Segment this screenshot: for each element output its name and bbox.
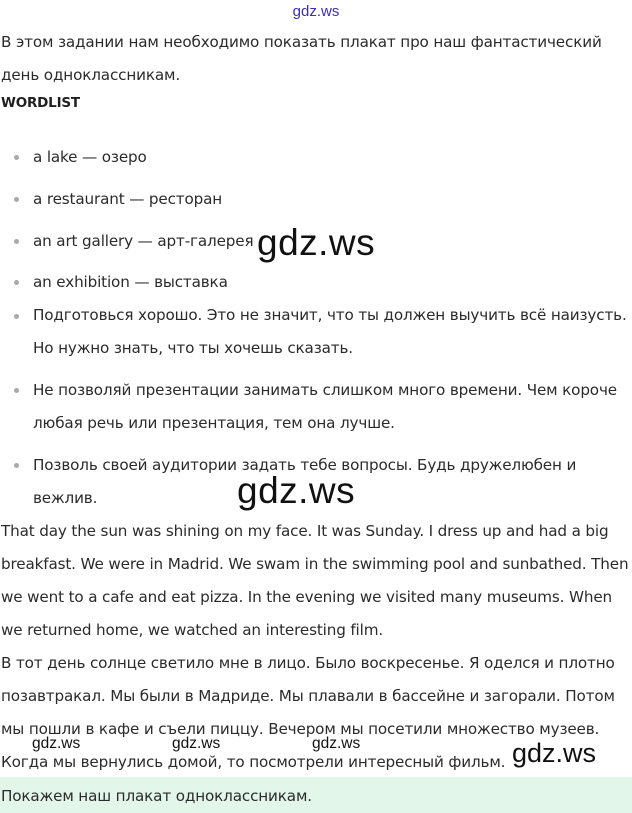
tip-1-line-1: Подготовься хорошо. Это не значит, что ты должен выучить всё наизусть. [33, 306, 627, 324]
bullet-dot [14, 239, 19, 244]
tip-2-line-1: Не позволяй презентации занимать слишком много времени. Чем короче [33, 381, 617, 399]
tip-3-line-2: вежлив. [33, 489, 98, 507]
wordlist-item: a restaurant — ресторан [33, 190, 223, 208]
russian-line-2: позавтракал. Мы были в Мадриде. Мы плавали в бассейне и загорали. Потом [1, 687, 615, 705]
bullet-dot [14, 463, 19, 468]
english-line-4: we returned home, we watched an interesting film. [1, 621, 384, 639]
bullet-dot [14, 388, 19, 393]
watermark-top: gdz.ws [292, 3, 340, 20]
russian-line-4: Когда мы вернулись домой, то посмотрели интересный фильм. [1, 753, 506, 771]
watermark-big: gdz.ws [237, 470, 356, 511]
english-line-3: we went to a cafe and eat pizza. In the evening we visited many museums. When [1, 588, 613, 606]
russian-line-1: В тот день солнце светило мне в лицо. Было воскресенье. Я оделся и плотно [1, 654, 615, 672]
intro-line-2: день одноклассникам. [1, 66, 181, 84]
tip-1-line-2: Но нужно знать, что ты хочешь сказать. [33, 339, 353, 357]
bullet-dot [14, 280, 19, 285]
watermark-small: gdz.ws [32, 735, 81, 752]
bullet-dot [14, 155, 19, 160]
intro-line-1: В этом задании нам необходимо показать плакат про наш фантастический [1, 33, 602, 51]
bullet-dot [14, 314, 19, 319]
bullet-dot [14, 197, 19, 202]
wordlist-item: an art gallery — арт-галерея [33, 232, 254, 250]
watermark-big: gdz.ws [257, 222, 376, 263]
answer-text: Покажем наш плакат одноклассникам. [1, 787, 312, 805]
english-line-1: That day the sun was shining on my face. It was Sunday. I dress up and had a big [1, 522, 609, 540]
wordlist-item: a lake — озеро [33, 148, 147, 166]
english-line-2: breakfast. We were in Madrid. We swam in the swimming pool and sunbathed. Then [1, 555, 629, 573]
russian-line-3: мы пошли в кафе и съели пиццу. Вечером мы посетили множество музеев. [1, 720, 600, 738]
watermark-mid: gdz.ws [512, 738, 597, 768]
watermark-small: gdz.ws [172, 735, 221, 752]
wordlist-heading: WORDLIST [1, 95, 80, 111]
tip-3-line-1: Позволь своей аудитории задать тебе вопросы. Будь дружелюбен и [33, 456, 577, 474]
wordlist-item: an exhibition — выставка [33, 273, 228, 291]
watermark-small: gdz.ws [312, 735, 361, 752]
tip-2-line-2: любая речь или презентация, тем она лучше. [33, 414, 395, 432]
